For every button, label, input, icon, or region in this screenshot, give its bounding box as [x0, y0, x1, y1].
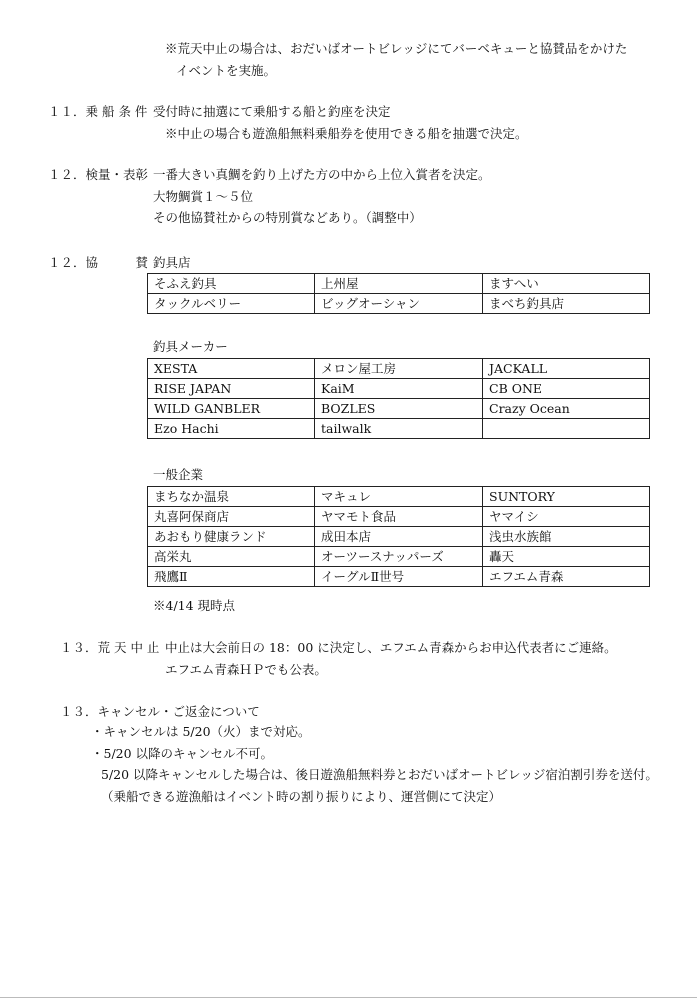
- table-cell: ヤマイシ: [483, 507, 650, 527]
- table-cell: 丸喜阿保商店: [148, 507, 315, 527]
- table-row: [148, 419, 650, 439]
- table-cell: ますへい: [483, 274, 650, 294]
- table-cell: 飛鷹Ⅱ: [148, 567, 315, 587]
- section-12-judging-line2: 大物鯛賞１～５位: [153, 189, 254, 204]
- as-of-note: ※4/14 現時点: [153, 598, 236, 613]
- page-bottom-edge: [0, 997, 697, 998]
- section-12-sponsors-heading: １２．協 賛: [48, 255, 149, 270]
- table-row: [148, 547, 650, 567]
- table-cell: WILD GANBLER: [148, 399, 315, 419]
- table-cell: KaiM: [315, 379, 483, 399]
- section-13-weather-line2: エフエム青森ＨＰでも公表。: [165, 662, 327, 677]
- makers-table: [147, 358, 650, 439]
- table-cell: あおもり健康ランド: [148, 527, 315, 547]
- table-cell: ビッグオーシャン: [315, 294, 483, 314]
- section-12-judging-heading: １２．検量・表彰: [48, 167, 149, 182]
- section-13-weather-line1: 中止は大会前日の 18：00 に決定し、エフエム青森からお申込代表者にご連絡。: [165, 640, 617, 655]
- table-cell: BOZLES: [315, 399, 483, 419]
- table-cell: タックルベリー: [148, 294, 315, 314]
- tackle-shops-table: [147, 273, 650, 314]
- table-row: [148, 359, 650, 379]
- section-11-note: ※中止の場合も遊漁船無料乗船券を使用できる船を抽選で決定。: [165, 126, 528, 141]
- table-cell: CB ONE: [483, 379, 650, 399]
- companies-label: 一般企業: [153, 467, 204, 482]
- table-cell: 轟天: [483, 547, 650, 567]
- section-11-heading: １１．乗 船 条 件: [48, 104, 148, 119]
- table-row: [148, 527, 650, 547]
- table-cell: tailwalk: [315, 419, 483, 439]
- table-cell: JACKALL: [483, 359, 650, 379]
- table-cell: [483, 419, 650, 439]
- table-row: [148, 294, 650, 314]
- rain-note-line1: ※荒天中止の場合は、おだいばオートビレッジにてバーベキューと協賛品をかけた: [165, 41, 628, 56]
- table-cell: マキュレ: [315, 487, 483, 507]
- table-row: [148, 567, 650, 587]
- table-row: [148, 507, 650, 527]
- table-row: [148, 379, 650, 399]
- section-11-text: 受付時に抽選にて乗船する船と釣座を決定: [153, 104, 391, 119]
- table-cell: Crazy Ocean: [483, 399, 650, 419]
- table-cell: 浅虫水族館: [483, 527, 650, 547]
- table-cell: そふえ釣具: [148, 274, 315, 294]
- table-cell: ヤマモト食品: [315, 507, 483, 527]
- table-cell: まちなか温泉: [148, 487, 315, 507]
- table-cell: 成田本店: [315, 527, 483, 547]
- table-row: [148, 487, 650, 507]
- table-row: [148, 274, 650, 294]
- table-cell: XESTA: [148, 359, 315, 379]
- table-cell: SUNTORY: [483, 487, 650, 507]
- table-cell: メロン屋工房: [315, 359, 483, 379]
- table-cell: 上州屋: [315, 274, 483, 294]
- section-13-cancel-heading: １３．キャンセル・ご返金について: [60, 704, 260, 719]
- table-cell: オーツースナッパーズ: [315, 547, 483, 567]
- section-12-judging-line1: 一番大きい真鯛を釣り上げた方の中から上位入賞者を決定。: [153, 167, 491, 182]
- makers-label: 釣具メーカー: [153, 339, 228, 354]
- table-cell: まべち釣具店: [483, 294, 650, 314]
- table-cell: イーグルⅡ世号: [315, 567, 483, 587]
- section-13-cancel-line3: 5/20 以降キャンセルした場合は、後日遊漁船無料券とおだいばオートビレッジ宿泊割引券を送付。: [101, 767, 658, 782]
- table-row: [148, 399, 650, 419]
- tackle-shops-label: 釣具店: [153, 255, 191, 270]
- section-13-cancel-bullet1: ・キャンセルは 5/20（火）まで対応。: [91, 724, 311, 739]
- section-12-judging-line3: その他協賛社からの特別賞などあり。（調整中）: [153, 210, 422, 225]
- section-13-weather-heading: １３．荒 天 中 止: [60, 640, 160, 655]
- table-cell: RISE JAPAN: [148, 379, 315, 399]
- table-cell: 高栄丸: [148, 547, 315, 567]
- table-cell: Ezo Hachi: [148, 419, 315, 439]
- companies-table: [147, 486, 650, 587]
- section-13-cancel-bullet2: ・5/20 以降のキャンセル不可。: [91, 746, 274, 761]
- table-cell: エフエム青森: [483, 567, 650, 587]
- section-13-cancel-line4: （乗船できる遊漁船はイベント時の割り振りにより、運営側にて決定）: [101, 789, 502, 804]
- rain-note-line2: イベントを実施。: [176, 63, 277, 78]
